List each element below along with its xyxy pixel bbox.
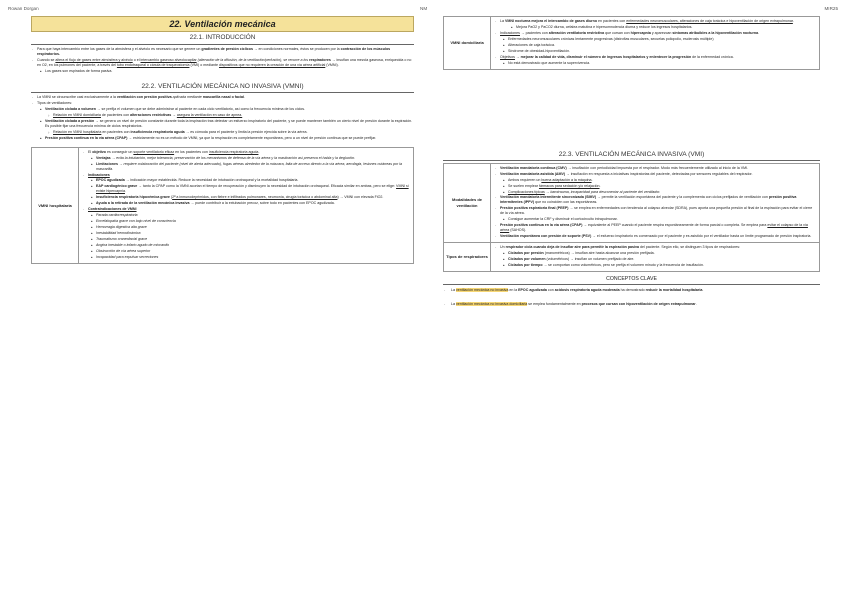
hosp-indicaciones-heading: - Indicaciones [82,173,410,178]
mod-cpap: - Presión positiva continua en la vía aérea (CPAP) → equivalente al PEEP cuando el paciente respira espontáneamente de forma parcial o completa. Se emplea para evitar el colapso de la vía aérea (SAHOS). [494,223,816,233]
contra-item: • Obstrucción de vía aérea superior [90,249,410,254]
hosp-ind-eap: • EAP cardiogénico grave → tanto la CPAP como la VMNI acortan el tiempo de recuperación y disminuyen la necesidad de intubación orotraqueal. Eficacia similar en ambas, pero se elige: VMNI si existe hipercapnia. [90,184,410,194]
dom-objetivos: - Objetivos → mejorar la calidad de vida, disminuir el número de ingresos hospitalarios y enlentecer la progresión de la enfermedad crónica. [494,55,816,60]
vent-presion: • Ventilación ciclada a presión → se genera un nivel de presión constante durante toda la inspiración tras detectar un esfuerzo inspiratorio del paciente, y se puede mantener también un cierto nivel de presión durante la espiración. Es posible fijar una frecuencia mínima de ciclos respiratorios. [39,119,414,129]
contra-item: • Encefalopatía grave con bajo nivel de consciencia [90,219,410,224]
contra-item: • Parada cardiorrespiratoria [90,213,410,218]
contra-item: • Inestabilidad hemodinámica [90,231,410,236]
mod-cmv: - Ventilación mandatoria continua (CMV) → insuflación con periodicidad impuesta por el respirador. Modo más frecuentemente utilizado al inicio de la VMI. [494,166,816,171]
section-title-vmni: 22.2. VENTILACIÓN MECÁNICA NO INVASIVA (VMNI) [31,80,414,93]
intro-paragraph-2: - Cuando se altera el flujo de gases entre atmósfera y alvéolo o el intercambio gaseoso alveolocapilar (alteración de la difusión, de la ventilación/perfusión), se recurre a los respiradores → insuflan una mezcla gaseosa, enriquecida o no en O2, en los pulmones del paciente, a través del tubo endotraqueal o cánula de traqueostomía (VMI) o mediante dispositivos que no requieren la creación de una vía aérea artificial (VMNI). [31,58,414,68]
intro-paragraph-3: • Los gases son espirados de forma pasiva. [39,69,414,74]
vmni-domiciliaria-label: VMNI domiciliaria [444,17,491,70]
vmni-domiciliaria-table [443,16,820,70]
header-right: MIR25 [824,6,838,11]
mod-psv: - Ventilación espontánea con presión de soporte (PSV) → el esfuerzo inspiratorio es comenzado por el paciente y es asistido por el ventilador hasta un límite programado de presión inspiratoria. [494,234,816,239]
mod-simv: - Ventilación mandatoria intermitente sincronizada (SIMV) → permite la ventilación espontánea del paciente y la complementa con ciclos prefijados de ventilación con presión positiva intermitentes (IPPV) que no coinciden con las espontáneas. [494,195,816,205]
dom-indicaciones: - Indicaciones → pacientes con alteración ventilatoria restrictiva que cursan con hipercapnia y aparezcan síntomas atribuibles a la hipoventilación nocturna. [494,31,816,36]
section-title-vmi: 22.3. VENTILACIÓN MECÁNICA INVASIVA (VMI) [443,148,820,161]
tipo-intro: - Un respirador cicla cuando deja de insuflar aire para permitir la espiración pasiva del paciente. Según ello, se distinguen 3 tipos de respiradores: [494,245,816,250]
contra-item: • Hemorragia digestiva alta grave [90,225,410,230]
contra-item: • Incapacidad para expulsar secreciones [90,255,410,260]
dom-nocturna-mejora: • Mejora PaO2 y PaCO2 diurna, cefalea matutina e hipersomnolencia diurna y reduce los ingresos hospitalarios. [510,25,816,30]
vmi-table [443,163,820,272]
dom-ind-obesidad: • Síndrome de obesidad-hipoventilación. [502,49,816,54]
vent-presion-relacion: › Relación en VMNI hospitalaria en pacientes con insuficiencia respiratoria aguda → es cómoda para el paciente y limita la presión ejercida sobre la vía aérea. [47,130,414,135]
mod-amv: - Ventilación mandatoria asistida (AMV) → insuflación en respuesta a iniciativas inspiratorias del paciente, detectadas por sensores regulables del respirador. [494,172,816,177]
hosp-objetivo: - El objetivo es conseguir un soporte ventilatorio eficaz en los pacientes con insuficiencia respiratoria aguda. [82,150,410,155]
header-author: Rowan Dorgan [8,6,39,11]
right-column [443,16,820,316]
vmni-types-heading: - Tipos de ventiladores: [31,101,414,106]
dom-ind-neuromusculares: • Enfermedades neuromusculares crónicas lentamente progresivas (distrofias musculares, secuelas poliopolio, esclerosis múltiple) [502,37,816,42]
modalidades-content [491,163,820,242]
dom-nocturna: - La VMNI nocturna mejora el intercambio de gases diurno en pacientes con enfermedades neuromusculares, alteraciones de caja torácica e hipoventilación de origen extrapulmonar. [494,19,816,24]
conceptos-clave-title: CONCEPTOS CLAVE [443,276,820,285]
tipos-respiradores-content [491,243,820,272]
vmni-hospitalaria-label: VMNI hospitalaria [32,147,79,263]
hosp-contraindicaciones-heading: - Contraindicaciones de VMNI [82,207,410,212]
vent-volumen-relacion: › Relación en VMNI domiciliaria de pacientes con alteraciones restrictivas → asegura la ventilación en caso de apnea. [47,113,414,118]
concepto-1: - La ventilación mecánica no invasiva en la EPOC agudizada con acidosis respiratoria aguda moderada ha demostrado reducir la mortalidad hospitalaria. [443,288,820,293]
header-center: NM [420,6,428,11]
mod-amv-farmacos: • Se suelen emplear fármacos para sedación y/o relajación. [502,184,816,189]
tipo-tiempo: • Ciclados por tiempo → se comportan como volumétricos, pero se prefija el volumen minuto y la frecuencia de insuflación. [502,263,816,268]
modalidades-label: Modalidades de ventilación [444,163,491,242]
contra-item: • Traumatismo craneofacial grave [90,237,410,242]
dom-ind-caja: • Alteraciones de caja torácica. [502,43,816,48]
hosp-ind-epoc: • EPOC agudizada → indicación mayor establecida. Reduce la necesidad de intubación orotraqueal y la mortalidad hospitalaria. [90,178,410,183]
hosp-limitaciones: • Limitaciones → requiere colaboración del paciente (nivel de alerta adecuado), fugas aéreas alrededor de la máscara, falta de acceso directo a la vía aérea, aerofagia, lesiones cutáneas por la mascarilla. [90,162,410,172]
vmni-intro: - La VMNI se circunscribe casi exclusivamente a la ventilación con presión positiva aplicada mediante mascarilla nasal o facial. [31,95,414,100]
mod-peep: - Presión positiva espiratoria final (PEEP) → se emplea en enfermedades con tendencia al colapso alveolar (SDRA), pues aporta una pequeña presión al final de la espiración para evitar el cierre de la vía aérea. [494,206,816,216]
contra-item: • Angina inestable o infarto agudo de miocardio [90,243,410,248]
concepto-2: - La ventilación mecánica no invasiva domiciliaria se emplea fundamentalmente en procesos que cursan con hipoventilación de origen extrapulmonar. [443,302,820,307]
hosp-ind-retirada: • Ayuda a la retirada de la ventilación mecánica invasiva → puede contribuir a la extubación precoz, sobre todo en pacientes con EPOC agudizada. [90,201,410,206]
hosp-ventajas: • Ventajas → evita la intubación, mejor tolerancia, preservación de los mecanismos de defensa de la vía aérea y la masticación así preserva el habla y la deglución. [90,156,410,161]
hosp-ind-hipoxemica: • Insuficiencia respiratoria hipoxémica grave (2ª a inmunodeprimidos, con fiebre e infiltrados pulmonares, neumonía, cirugía torácica o abdominal alta) → VMNI con elevada FiO2. [90,195,410,200]
vmni-list [31,95,414,141]
vmni-hospitalaria-content [79,147,414,263]
vent-volumen: • Ventilación ciclada a volumen → se prefija el volumen que se debe administrar al paciente en cada ciclo ventilatorio, así como la frecuencia mínima de los ciclos. [39,107,414,112]
section-title-introduccion: 22.1. INTRODUCCIÓN [31,32,414,45]
tipo-presion: • Ciclados por presión (manométricos) → insuflan aire hasta alcanzar una presión prefijada. [502,251,816,256]
left-column [31,16,414,264]
tipos-respiradores-label: Tipos de respiradores [444,243,491,272]
tipo-volumen: • Ciclados por volumen (volumétricos) → insuflan un volumen prefijado de aire. [502,257,816,262]
intro-list [31,47,414,74]
mod-amv-adaptacion: • Ambos requieren un buena adaptación a la máquina. [502,178,816,183]
vent-cpap: • Presión positiva continua en la vía aérea (CPAP) → estrictamente no es un método de VMNI, ya que la respiración es completamente espontánea, pero a un nivel de presión continua que se puede prefijar. [39,136,414,141]
dom-objetivos-nota: • No está demostrado que aumente la supervivencia. [502,61,816,66]
vmni-hospitalaria-table [31,147,414,264]
mod-amv-complicaciones: • Complicaciones típicas → barotrauma, incapacidad para desconectar al paciente del ventilador. [502,190,816,195]
conceptos-clave [443,276,820,307]
intro-paragraph-1: - Para que haya intercambio entre los gases de la atmósfera y el alvéolo es necesario que se genere un gradientes de presión cíclicos → en condiciones normales, éstos se producen por la contracción de los músculos respiratorios. [31,47,414,57]
mod-peep-nota: • Consigue aumentar la CRF y disminuir el cortocircuito intrapulmonar. [502,217,816,222]
vmni-domiciliaria-content [491,17,820,70]
document-title: 22. Ventilación mecánica [31,16,414,32]
